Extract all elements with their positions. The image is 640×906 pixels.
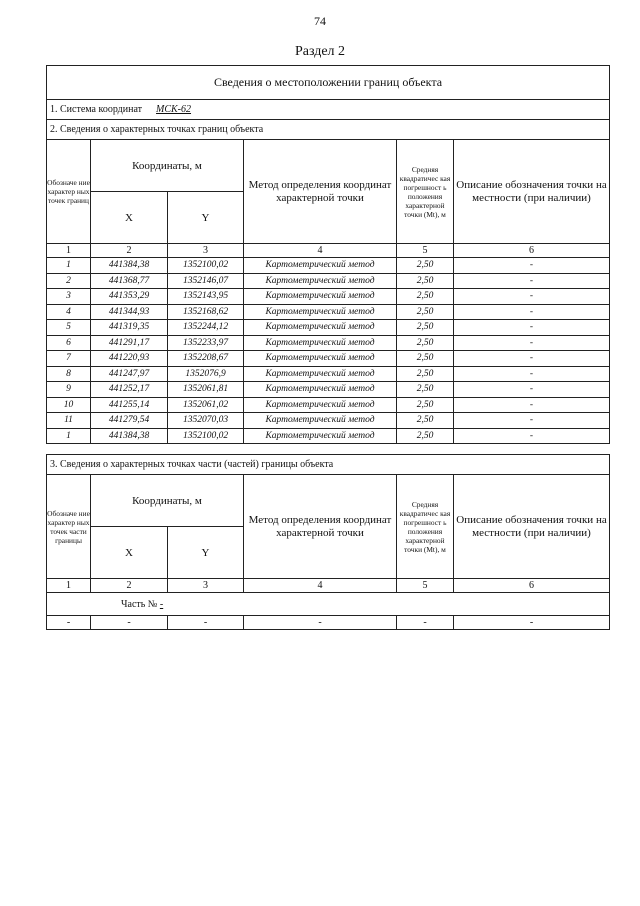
description-cell: - xyxy=(454,304,610,320)
description-cell: - xyxy=(454,273,610,289)
column-number: 3 xyxy=(168,244,244,258)
table-cell: - xyxy=(47,616,91,630)
point-number-cell: 8 xyxy=(47,366,91,382)
accuracy-cell: 2,50 xyxy=(397,428,454,444)
point-number-cell: 2 xyxy=(47,273,91,289)
header-y: Y xyxy=(168,192,244,244)
column-number: 4 xyxy=(244,244,397,258)
point-number-cell: 1 xyxy=(47,258,91,274)
table-row xyxy=(47,413,610,429)
table-row xyxy=(47,397,610,413)
header-coordinates: Координаты, м xyxy=(91,475,244,527)
description-cell: - xyxy=(454,335,610,351)
column-number: 4 xyxy=(244,579,397,593)
x-cell: 441252,17 xyxy=(91,382,168,398)
column-number: 6 xyxy=(454,579,610,593)
description-cell: - xyxy=(454,397,610,413)
y-cell: 1352100,02 xyxy=(168,428,244,444)
table-row xyxy=(47,289,610,305)
point-number-cell: 10 xyxy=(47,397,91,413)
part-number-row xyxy=(47,593,610,616)
accuracy-cell: 2,50 xyxy=(397,304,454,320)
table-cell: - xyxy=(91,616,168,630)
accuracy-cell: 2,50 xyxy=(397,366,454,382)
header-x: X xyxy=(91,192,168,244)
method-cell: Картометрический метод xyxy=(244,273,397,289)
header-accuracy: Средняя квадратичес кая погрешност ь положения характерной точки (Mt), м xyxy=(397,140,454,244)
y-cell: 1352061,81 xyxy=(168,382,244,398)
x-cell: 441255,14 xyxy=(91,397,168,413)
description-cell: - xyxy=(454,320,610,336)
method-cell: Картометрический метод xyxy=(244,304,397,320)
y-cell: 1352100,02 xyxy=(168,258,244,274)
boundary-points-table xyxy=(46,65,610,444)
point-number-cell: 11 xyxy=(47,413,91,429)
table-cell: - xyxy=(168,616,244,630)
description-cell: - xyxy=(454,382,610,398)
description-cell: - xyxy=(454,428,610,444)
method-cell: Картометрический метод xyxy=(244,397,397,413)
part-points-heading: 3. Сведения о характерных точках части (частей) границы объекта xyxy=(47,455,610,475)
table-row xyxy=(47,273,610,289)
part-value: - xyxy=(159,598,164,610)
table-row xyxy=(47,351,610,367)
header-coordinates: Координаты, м xyxy=(91,140,244,192)
description-cell: - xyxy=(454,351,610,367)
y-cell: 1352244,12 xyxy=(168,320,244,336)
column-number: 6 xyxy=(454,244,610,258)
coord-system-value: МСК-62 xyxy=(156,104,192,115)
accuracy-cell: 2,50 xyxy=(397,413,454,429)
header-x: X xyxy=(91,527,168,579)
method-cell: Картометрический метод xyxy=(244,258,397,274)
x-cell: 441384,38 xyxy=(91,258,168,274)
accuracy-cell: 2,50 xyxy=(397,273,454,289)
column-number: 2 xyxy=(91,244,168,258)
y-cell: 1352143,95 xyxy=(168,289,244,305)
y-cell: 1352061,02 xyxy=(168,397,244,413)
column-numbers-row xyxy=(47,579,610,593)
point-number-cell: 6 xyxy=(47,335,91,351)
x-cell: 441384,38 xyxy=(91,428,168,444)
table-cell: - xyxy=(454,616,610,630)
header-accuracy: Средняя квадратичес кая погрешност ь положения характерной точки (Mt), м xyxy=(397,475,454,579)
x-cell: 441220,93 xyxy=(91,351,168,367)
section-title: Раздел 2 xyxy=(294,44,346,59)
table-row xyxy=(47,304,610,320)
table-row xyxy=(47,428,610,444)
column-number: 1 xyxy=(47,579,91,593)
column-number: 3 xyxy=(168,579,244,593)
table-row xyxy=(47,616,610,630)
coord-system-row xyxy=(47,100,610,120)
accuracy-cell: 2,50 xyxy=(397,258,454,274)
x-cell: 441319,35 xyxy=(91,320,168,336)
y-cell: 1352208,67 xyxy=(168,351,244,367)
coord-system-label: 1. Система координат xyxy=(50,104,143,115)
y-cell: 1352076,9 xyxy=(168,366,244,382)
column-number: 1 xyxy=(47,244,91,258)
x-cell: 441368,77 xyxy=(91,273,168,289)
table-row xyxy=(47,320,610,336)
point-number-cell: 5 xyxy=(47,320,91,336)
x-cell: 441353,29 xyxy=(91,289,168,305)
y-cell: 1352146,07 xyxy=(168,273,244,289)
column-numbers-row xyxy=(47,244,610,258)
point-number-cell: 7 xyxy=(47,351,91,367)
part-label: Часть № xyxy=(121,598,158,610)
table-caption: Сведения о местоположении границ объекта xyxy=(47,66,610,100)
method-cell: Картометрический метод xyxy=(244,428,397,444)
method-cell: Картометрический метод xyxy=(244,413,397,429)
table-cell: - xyxy=(397,616,454,630)
accuracy-cell: 2,50 xyxy=(397,289,454,305)
table-row xyxy=(47,382,610,398)
method-cell: Картометрический метод xyxy=(244,351,397,367)
x-cell: 441247,97 xyxy=(91,366,168,382)
column-number: 5 xyxy=(397,579,454,593)
method-cell: Картометрический метод xyxy=(244,335,397,351)
table-row xyxy=(47,366,610,382)
table-row xyxy=(47,258,610,274)
table-row xyxy=(47,335,610,351)
description-cell: - xyxy=(454,258,610,274)
description-cell: - xyxy=(454,366,610,382)
accuracy-cell: 2,50 xyxy=(397,335,454,351)
description-cell: - xyxy=(454,289,610,305)
method-cell: Картометрический метод xyxy=(244,366,397,382)
method-cell: Картометрический метод xyxy=(244,382,397,398)
header-point-designation: Обозначе ние характер ных точек границ xyxy=(47,140,91,244)
point-number-cell: 4 xyxy=(47,304,91,320)
accuracy-cell: 2,50 xyxy=(397,351,454,367)
point-number-cell: 1 xyxy=(47,428,91,444)
accuracy-cell: 2,50 xyxy=(397,382,454,398)
column-number: 5 xyxy=(397,244,454,258)
header-y: Y xyxy=(168,527,244,579)
y-cell: 1352233,97 xyxy=(168,335,244,351)
method-cell: Картометрический метод xyxy=(244,289,397,305)
header-method: Метод определения координат характерной точки xyxy=(244,140,397,244)
x-cell: 441291,17 xyxy=(91,335,168,351)
description-cell: - xyxy=(454,413,610,429)
points-heading: 2. Сведения о характерных точках границ объекта xyxy=(47,120,610,140)
header-description: Описание обозначения точки на местности (при наличии) xyxy=(454,140,610,244)
header-point-designation: Обозначе ние характер ных точек части границы xyxy=(47,475,91,579)
header-description: Описание обозначения точки на местности (при наличии) xyxy=(454,475,610,579)
x-cell: 441344,93 xyxy=(91,304,168,320)
table-cell: - xyxy=(244,616,397,630)
method-cell: Картометрический метод xyxy=(244,320,397,336)
page-number: 74 xyxy=(314,14,326,28)
accuracy-cell: 2,50 xyxy=(397,397,454,413)
x-cell: 441279,54 xyxy=(91,413,168,429)
point-number-cell: 9 xyxy=(47,382,91,398)
accuracy-cell: 2,50 xyxy=(397,320,454,336)
y-cell: 1352070,03 xyxy=(168,413,244,429)
part-points-table xyxy=(46,454,610,630)
point-number-cell: 3 xyxy=(47,289,91,305)
column-number: 2 xyxy=(91,579,168,593)
y-cell: 1352168,62 xyxy=(168,304,244,320)
header-method: Метод определения координат характерной точки xyxy=(244,475,397,579)
